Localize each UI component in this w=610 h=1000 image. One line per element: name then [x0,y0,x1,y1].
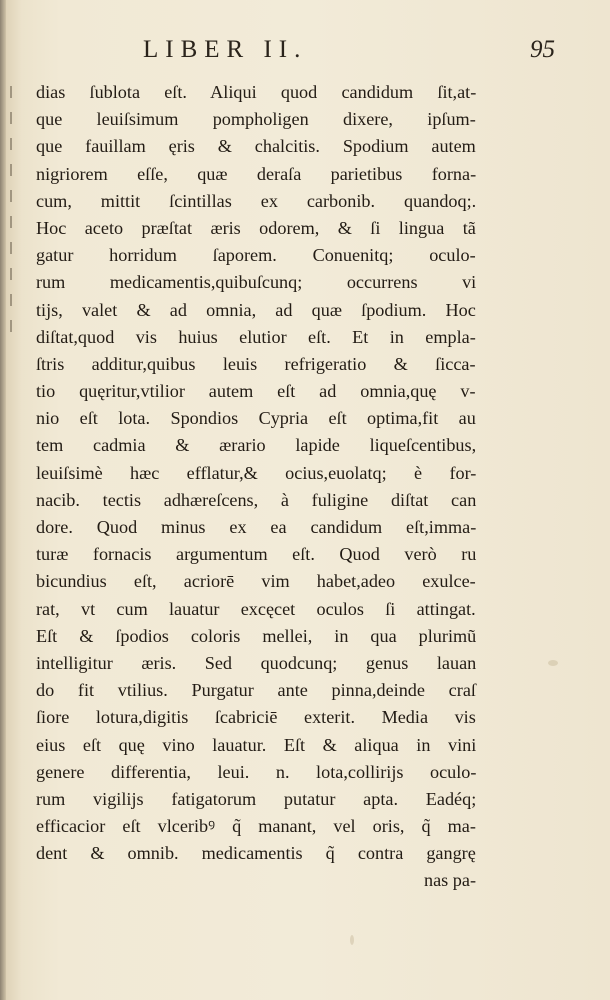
text-line: do fit vtilius. Purgatur ante pinna,deinde craſ [36,680,476,701]
text-line: tijs, valet & ad omnia, ad quæ ſpodium. Hoc [36,299,476,320]
paper-stain [548,660,558,666]
text-line: que leuiſsimum pompholigen dixere, ipſum- [36,109,476,130]
margin-mark [9,190,13,204]
text-line: intelligitur æris. Sed quodcunq; genus lauan [36,652,477,673]
margin-ink-marks [6,86,20,346]
text-line: nacib. tectis adhæreſcens, à fuligine diſtat can [36,489,477,510]
text-line: dias ſublota eſt. Aliqui quod candidum ſit,at- [36,82,477,102]
catchword-row [36,867,476,894]
text-line: diſtat,quod vis huius elutior eſt. Et in empla- [36,326,476,347]
text-line: Eſt & ſpodios coloris mellei, in qua plurimũ [36,625,477,646]
paper-stain [350,935,354,945]
text-line: genere differentia, leui. n. lota,collirijs oculo- [36,761,477,782]
text-line: Hoc aceto præſtat æris odorem, & ſi lingua tã [36,217,476,238]
text-line: cum, mittit ſcintillas ex carbonib. quandoq;. [36,190,477,211]
text-line: efficacior eſt vlceribꝰ q̃ manant, vel oris, q̃ ma- [36,816,476,837]
text-line: ſtris additur,quibus leuis refrigeratio & ſicca- [36,353,476,374]
margin-mark [9,320,13,334]
margin-mark [9,86,13,100]
catchword: nas pa- [423,870,476,891]
margin-mark [9,138,13,152]
text-line: nio eſt lota. Spondios Cypria eſt optima,fit au [36,408,476,429]
margin-mark [9,216,13,230]
text-line: tem cadmia & ærario lapide liqueſcentibus, [36,435,477,456]
text-line: bicundius eſt, acriorē vim habet,adeo exulce- [36,571,476,592]
body-text [36,79,476,895]
text-line: nigriorem eſſe, quæ deraſa parietibus forna- [36,163,477,184]
margin-mark [9,112,13,126]
page-number: 95 [530,36,555,63]
margin-mark [9,268,13,282]
text-line: turæ fornacis argumentum eſt. Quod verò ru [36,544,477,565]
text-line: rat, vt cum lauatur excęcet oculos ſi attingat. [36,598,476,619]
text-line: dent & omnib. medicamentis q̃ contra gangrę [36,843,476,864]
running-head-title: LIBER II. [143,36,308,63]
text-line: eius eſt quę vino lauatur. Eſt & aliqua in vini [36,734,477,755]
text-line: dore. Quod minus ex ea candidum eſt,imma- [36,517,477,537]
text-line: gatur horridum ſaporem. Conuenitq; oculo- [36,245,476,266]
text-line: leuiſsimè hæc efflatur,& ocius,euolatq; è for- [36,462,477,483]
text-line: rum medicamentis,quibuſcunq; occurrens vi [36,272,477,293]
text-line: ſiore lotura,digitis ſcabriciē exterit. Media vis [36,707,476,728]
running-head [0,36,610,76]
text-line: tio quęritur,vtilior autem eſt ad omnia,quę v- [36,381,476,402]
margin-mark [9,294,13,308]
text-line: rum vigilijs fatigatorum putatur apta. Eadéq; [36,788,477,809]
margin-mark [9,164,13,178]
margin-mark [9,242,13,256]
text-line: que fauillam ęris & chalcitis. Spodium autem [36,136,476,157]
